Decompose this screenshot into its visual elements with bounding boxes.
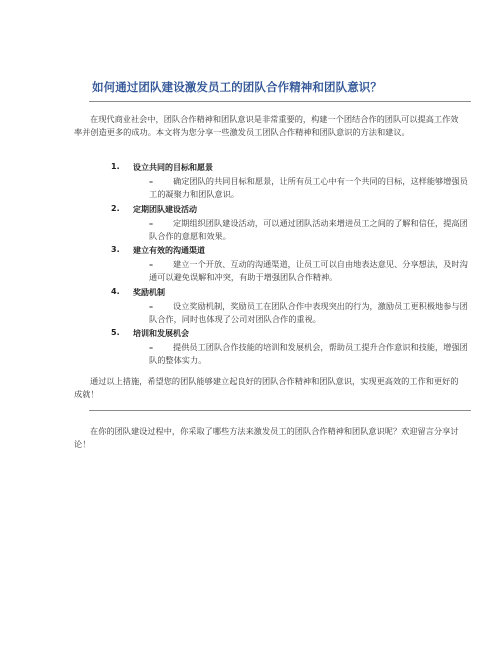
closing-divider <box>89 410 471 411</box>
dash-bullet: – <box>149 218 154 228</box>
list-item-text: 设立奖励机制，奖励员工在团队合作中表现突出的行为，激励员工更积极地参与团队合作，同时也体现了公司对团队合作的重视。 <box>149 301 468 324</box>
dash-bullet: – <box>149 259 154 269</box>
dash-bullet: – <box>149 342 154 352</box>
list-item-body <box>149 341 469 367</box>
list-item-number: 4. <box>111 287 120 296</box>
list-item-heading: 培训和发展机会 <box>133 329 189 338</box>
list-item-heading: 设立共同的目标和愿景 <box>133 163 213 172</box>
title-divider <box>89 101 471 102</box>
list-item-text: 确定团队的共同目标和愿景，让所有员工心中有一个共同的目标，这样能够增强员工的凝聚力和团队意识。 <box>149 176 468 199</box>
discussion-question: 在你的团队建设过程中，你采取了哪些方法来激发员工的团队合作精神和团队意识呢？欢迎留言分享讨论！ <box>74 426 459 449</box>
document-title: 如何通过团队建设激发员工的团队合作精神和团队意识？ <box>92 80 382 94</box>
list-item-text: 建立一个开放、互动的沟通渠道，让员工可以自由地表达意见、分享想法，及时沟通可以避免误解和冲突，有助于增强团队合作精神。 <box>149 259 468 282</box>
list-item-number: 2. <box>111 204 120 213</box>
list-item-heading: 定期团队建设活动 <box>133 205 197 214</box>
list-item-number: 1. <box>111 162 120 171</box>
list-item-text: 提供员工团队合作技能的培训和发展机会，帮助员工提升合作意识和技能，增强团队的整体实力。 <box>149 342 468 365</box>
list-item-body <box>149 217 469 243</box>
dash-bullet: – <box>149 301 154 311</box>
closing-paragraph: 通过以上措施，希望您的团队能够建立起良好的团队合作精神和团队意识，实现更高效的工作和更好的成就！ <box>74 376 459 399</box>
list-item-body <box>149 175 469 201</box>
list-item-number: 5. <box>111 328 120 337</box>
list-item-number: 3. <box>111 245 120 254</box>
list-item-heading: 奖励机制 <box>133 288 165 297</box>
dash-bullet: – <box>149 176 154 186</box>
list-item-text: 定期组织团队建设活动，可以通过团队活动来增进员工之间的了解和信任，提高团队合作的意愿和效果。 <box>149 218 468 241</box>
list-item-body <box>149 258 469 284</box>
list-item-body <box>149 300 469 326</box>
list-item-heading: 建立有效的沟通渠道 <box>133 246 205 255</box>
intro-paragraph: 在现代商业社会中，团队合作精神和团队意识是非常重要的，构建一个团结合作的团队可以提高工作效率并创造更多的成功。本文将为您分享一些激发员工团队合作精神和团队意识的方法和建议。 <box>74 114 459 137</box>
